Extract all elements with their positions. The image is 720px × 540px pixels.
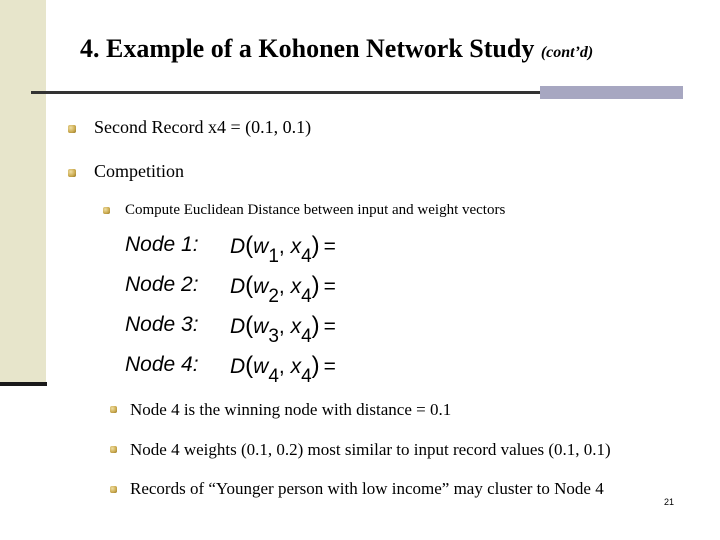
- formula-comma: ,: [278, 355, 291, 378]
- formula-d: D: [230, 235, 246, 258]
- formula-node-label: Node 2:: [125, 273, 199, 296]
- formula-x-subscript: 4: [301, 246, 312, 267]
- formula-node-label: Node 3:: [125, 313, 199, 336]
- sub-bullet-icon: [110, 446, 117, 453]
- formula-close-paren: ): [311, 272, 320, 299]
- sub-bullet-icon: [103, 207, 110, 214]
- formula-close-paren: ): [311, 312, 320, 339]
- formula-w: w: [253, 275, 269, 298]
- formula-w: w: [253, 235, 269, 258]
- formula-equals: =: [323, 275, 336, 298]
- formula-node-label: Node 1:: [125, 233, 199, 256]
- formula-distance-expression: [230, 272, 336, 307]
- formula-x: x: [290, 315, 302, 338]
- formula-x: x: [290, 355, 302, 378]
- formula-comma: ,: [278, 275, 291, 298]
- formula-distance-expression: [230, 312, 336, 347]
- formula-x: x: [290, 235, 302, 258]
- formula-node-label: Node 4:: [125, 353, 199, 376]
- conclusion-winning-node: Node 4 is the winning node with distance = 0.1: [130, 400, 452, 419]
- bullet-compute-distance: Compute Euclidean Distance between input and weight vectors: [125, 202, 506, 218]
- bullet-icon: [68, 125, 76, 133]
- formula-open-paren: (: [245, 312, 254, 339]
- formula-x-subscript: 4: [301, 366, 312, 387]
- formula-d: D: [230, 355, 246, 378]
- formula-distance-expression: [230, 232, 336, 267]
- page-number: 21: [664, 497, 675, 507]
- formula-x-subscript: 4: [301, 286, 312, 307]
- formula-open-paren: (: [245, 272, 254, 299]
- conclusion-weights-similar: Node 4 weights (0.1, 0.2) most similar to input record values (0.1, 0.1): [130, 440, 611, 459]
- formula-equals: =: [323, 315, 336, 338]
- formula-w: w: [253, 355, 269, 378]
- formula-d: D: [230, 275, 246, 298]
- slide-title-main: 4. Example of a Kohonen Network Study: [80, 34, 535, 63]
- slide-title: [80, 36, 593, 62]
- sub-bullet-icon: [110, 486, 117, 493]
- formula-w: w: [253, 315, 269, 338]
- bullet-second-record: Second Record x4 = (0.1, 0.1): [94, 117, 312, 137]
- formula-d: D: [230, 315, 246, 338]
- title-underline-accent: [540, 86, 683, 99]
- bullet-icon: [68, 169, 76, 177]
- formula-open-paren: (: [245, 352, 254, 379]
- formula-x: x: [290, 275, 302, 298]
- formula-w-subscript: 4: [268, 366, 279, 387]
- formula-distance-expression: [230, 352, 336, 387]
- formula-equals: =: [323, 355, 336, 378]
- formula-close-paren: ): [311, 232, 320, 259]
- formula-x-subscript: 4: [301, 326, 312, 347]
- sidebar-bottom-edge: [0, 382, 47, 386]
- formula-open-paren: (: [245, 232, 254, 259]
- slide-title-suffix: (cont’d): [540, 44, 594, 61]
- formula-comma: ,: [278, 315, 291, 338]
- formula-close-paren: ): [311, 352, 320, 379]
- formula-w-subscript: 1: [268, 246, 279, 267]
- formula-equals: =: [323, 235, 336, 258]
- formula-comma: ,: [278, 235, 291, 258]
- bullet-competition: Competition: [94, 161, 184, 181]
- sub-bullet-icon: [110, 406, 117, 413]
- left-sidebar-band: [0, 0, 46, 382]
- formula-w-subscript: 3: [268, 326, 279, 347]
- formula-w-subscript: 2: [268, 286, 279, 307]
- conclusion-records-cluster: Records of “Younger person with low income” may cluster to Node 4: [130, 479, 604, 498]
